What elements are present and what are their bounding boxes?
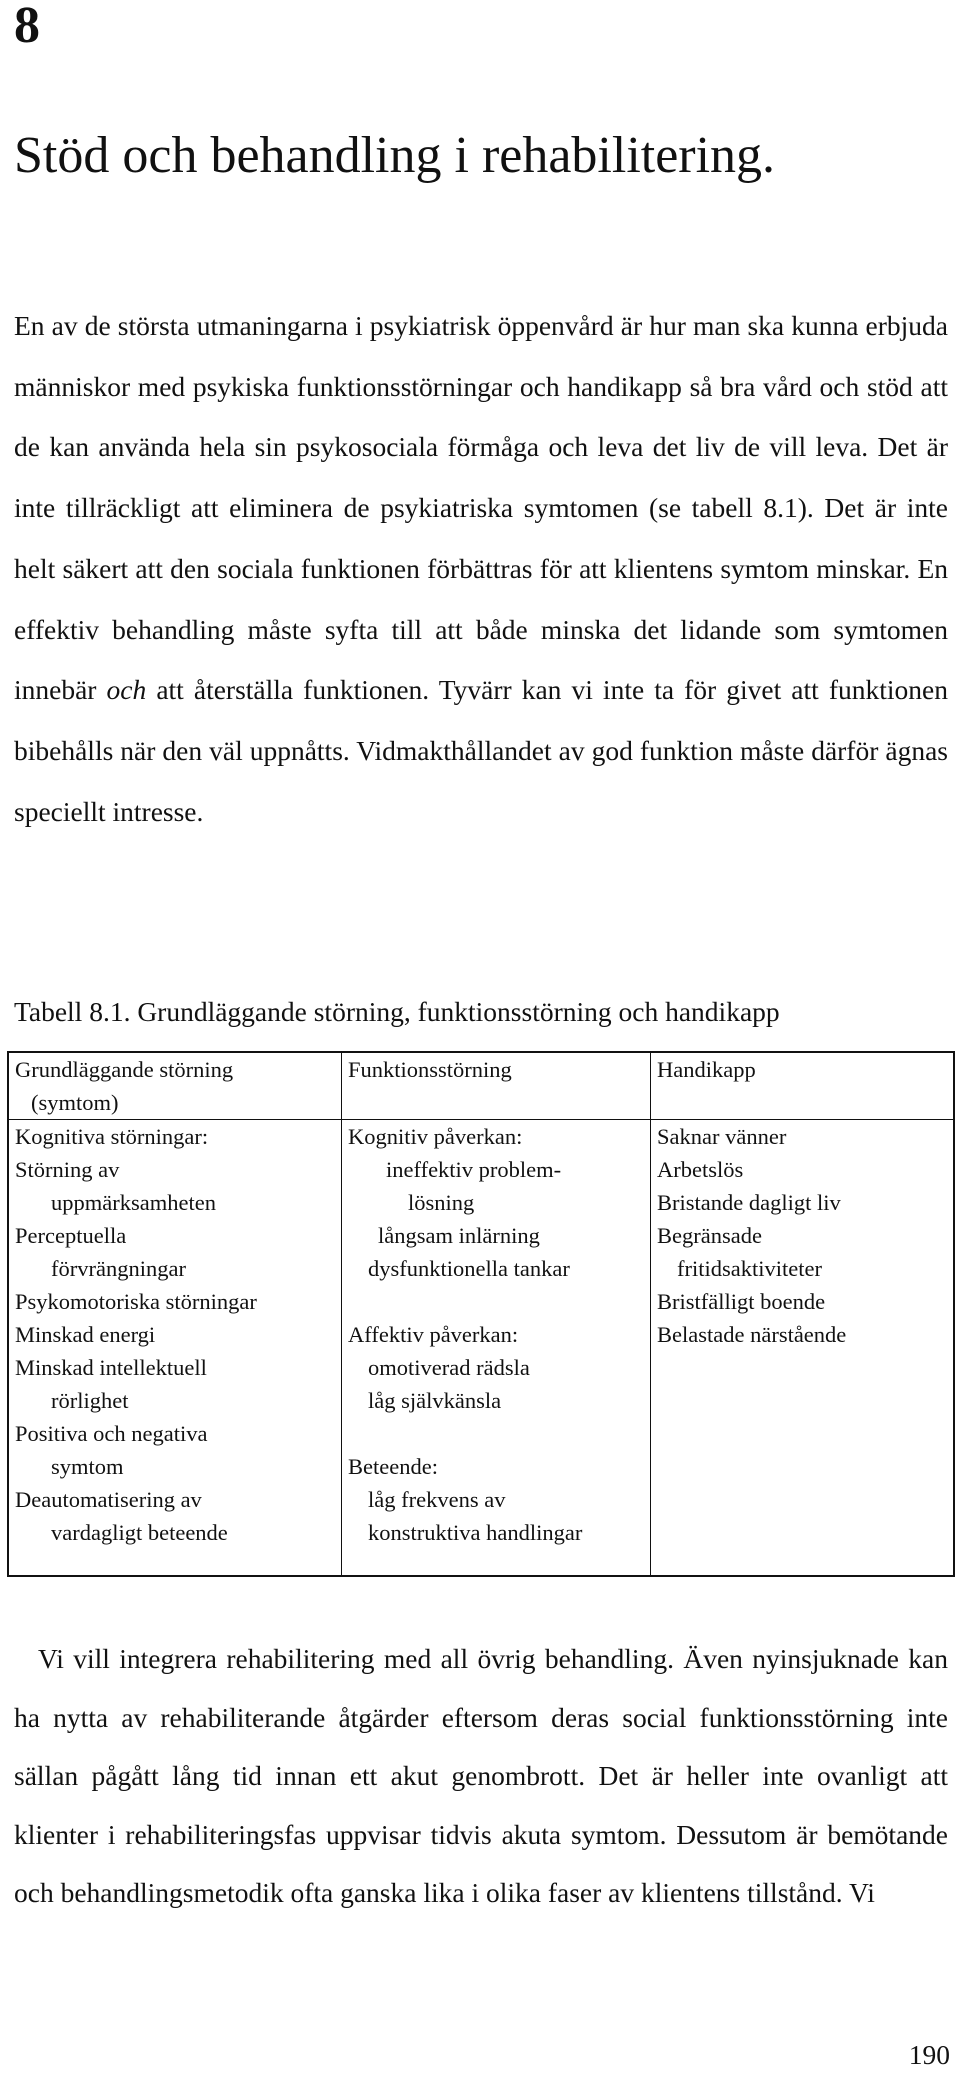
table-header-row xyxy=(8,1052,954,1120)
table-gap xyxy=(348,1417,644,1450)
cell-dysfunctions xyxy=(342,1120,651,1577)
table-line: ineffektiv problem- xyxy=(386,1157,562,1182)
table-line: Psykomotoriska störningar xyxy=(15,1289,257,1314)
paragraph-intro-emphasis: och xyxy=(106,674,147,706)
table-line: Arbetslös xyxy=(657,1157,744,1182)
table-line: Bristande dagligt liv xyxy=(657,1190,841,1215)
cell-basic-disorders xyxy=(8,1120,342,1577)
header-cell-basic-disorder xyxy=(8,1052,342,1120)
header-handicap: Handikapp xyxy=(657,1057,756,1082)
paragraph-rehab: Vi vill integrera rehabilitering med all övrig behandling. Även nyinsjuknade kan ha nytta av rehabiliterande åtgärder eftersom deras social funktionsstörning inte sällan pågått lång tid innan ett akut genombrott. Det är heller inte ovanligt att klienter i rehabiliteringsfas uppvisar tidvis akuta symtom. Dessutom är bemötande och behandlingsmetodik ofta ganska lika i olika faser av klientens tillstånd. Vi xyxy=(14,1643,948,1908)
table-line: Minskad energi xyxy=(15,1322,156,1347)
table-line: låg frekvens av xyxy=(368,1487,506,1512)
table-line: Positiva och negativa xyxy=(15,1421,208,1446)
table-line: uppmärksamheten xyxy=(51,1190,216,1215)
table-line: fritidsaktiviteter xyxy=(677,1256,822,1281)
page-number: 190 xyxy=(908,2039,950,2070)
header-basic-disorder-sub: (symtom) xyxy=(31,1090,119,1115)
table-body-row xyxy=(8,1120,954,1577)
table-line: Begränsade xyxy=(657,1223,762,1248)
table-line: vardagligt beteende xyxy=(51,1520,228,1545)
impairment-table xyxy=(7,1051,955,1577)
table-line: dysfunktionella tankar xyxy=(368,1256,570,1281)
table-line: konstruktiva handlingar xyxy=(368,1520,583,1545)
header-dysfunction: Funktionsstörning xyxy=(348,1057,512,1082)
header-cell-dysfunction xyxy=(342,1052,651,1120)
table-line: Belastade närstående xyxy=(657,1322,847,1347)
table-line: långsam inlärning xyxy=(378,1223,540,1248)
table-line: rörlighet xyxy=(51,1388,129,1413)
table-caption: Tabell 8.1. Grundläggande störning, funktionsstörning och handikapp xyxy=(14,996,780,1027)
table-line: Affektiv påverkan: xyxy=(348,1322,519,1347)
cell-handicaps xyxy=(651,1120,955,1577)
table-line: Perceptuella xyxy=(15,1223,127,1248)
table-line: Störning av xyxy=(15,1157,120,1182)
table-line: Saknar vänner xyxy=(657,1124,787,1149)
table-line: Deautomatisering av xyxy=(15,1487,202,1512)
table-line: Bristfälligt boende xyxy=(657,1289,826,1314)
table-line: omotiverad rädsla xyxy=(368,1355,530,1380)
paragraph-intro xyxy=(14,296,948,842)
table-line: Minskad intellektuell xyxy=(15,1355,207,1380)
table-line: förvrängningar xyxy=(51,1256,186,1281)
header-cell-handicap xyxy=(651,1052,955,1120)
table-line: lösning xyxy=(408,1190,475,1215)
table-line: Kognitiva störningar: xyxy=(15,1124,209,1149)
table-line: Beteende: xyxy=(348,1454,438,1479)
table-line: Kognitiv påverkan: xyxy=(348,1124,523,1149)
paragraph-intro-text-b: att återställa funktionen. Tyvärr kan vi inte ta för givet att funktionen bibehålls när den väl uppnåtts. Vidmakthållandet av god funktion måste därför ägnas speciellt intresse. xyxy=(14,674,949,827)
table-line: symtom xyxy=(51,1454,124,1479)
header-basic-disorder: Grundläggande störning xyxy=(15,1057,234,1082)
chapter-number: 8 xyxy=(14,0,40,54)
table-line: låg självkänsla xyxy=(368,1388,502,1413)
paragraph-intro-text-a: En av de största utmaningarna i psykiatrisk öppenvård är hur man ska kunna erbjuda människor med psykiska funktionsstörningar och handikapp så bra vård och stöd att de kan använda hela sin psykosociala förmåga och leva det liv de vill leva. Det är inte tillräckligt att eliminera de psykiatriska symtomen (se tabell 8.1). Det är inte helt säkert att den sociala funktionen förbättras för att klientens symtom minskar. En effektiv behandling måste syfta till att både minska det lidande som symtomen innebär xyxy=(14,310,948,706)
chapter-title: Stöd och behandling i rehabilitering. xyxy=(14,127,776,184)
table-gap xyxy=(348,1285,644,1318)
